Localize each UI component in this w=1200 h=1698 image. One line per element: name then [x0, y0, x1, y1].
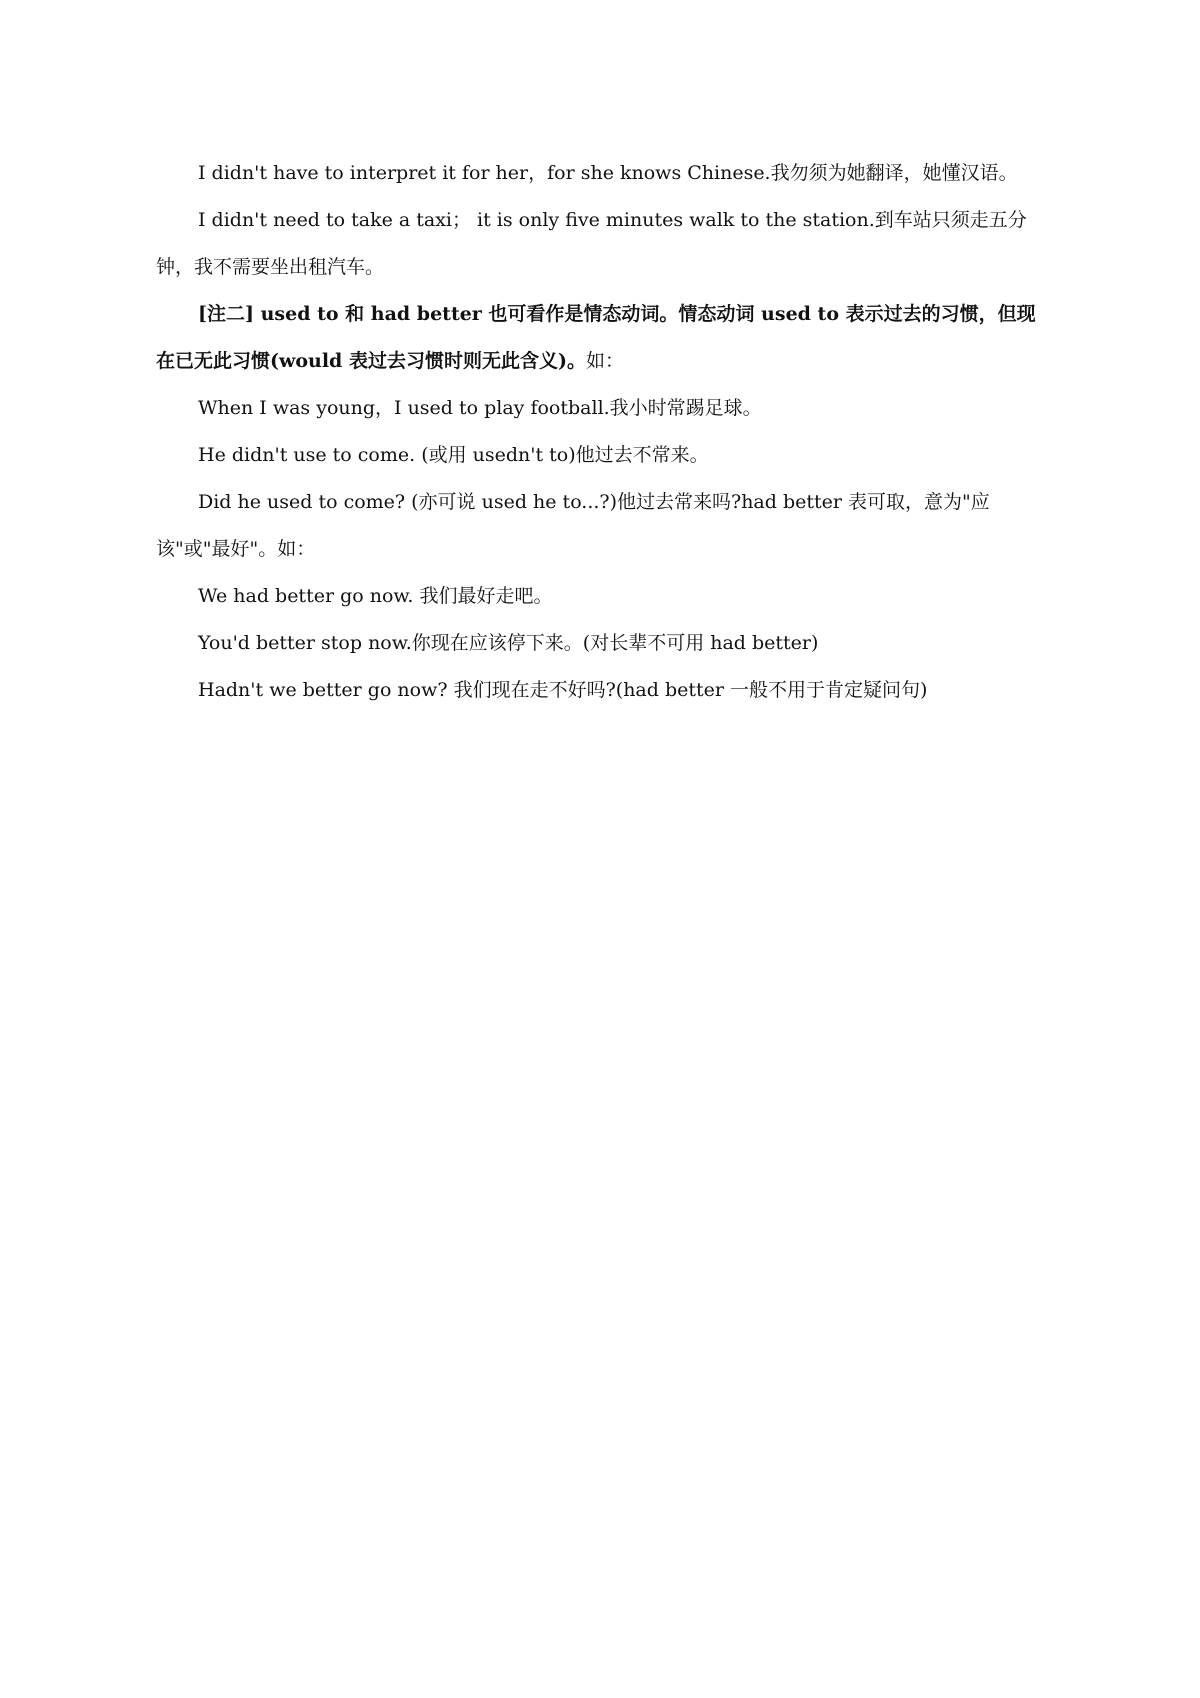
paragraph-note-two [156, 291, 1054, 385]
document-page [156, 150, 1054, 714]
paragraph-example-use-to-come: He didn't use to come. (或用 usedn't to)他过去不常来。 [198, 444, 709, 466]
paragraph-example-go-now: We had better go now. 我们最好走吧。 [198, 585, 553, 607]
paragraph-example-taxi: I didn't need to take a taxi； it is only five minutes walk to the station.到车站只须走五分钟，我不需要坐出租汽车。 [156, 209, 1027, 278]
paragraph-example-interpret: I didn't have to interpret it for her，for she knows Chinese.我勿须为她翻译，她懂汉语。 [198, 162, 1018, 184]
paragraph-example-hadnt: Hadn't we better go now? 我们现在走不好吗?(had better 一般不用于肯定疑问句) [198, 679, 928, 701]
note-two-normal-text: 如： [585, 350, 624, 372]
paragraph-example-stop-now: You'd better stop now.你现在应该停下来。(对长辈不可用 had better) [198, 632, 819, 654]
paragraph-example-question: Did he used to come? (亦可说 used he to...?)他过去常来吗?had better 表可取，意为"应该"或"最好"。如： [156, 491, 990, 560]
note-two-bold-text: [注二] used to 和 had better 也可看作是情态动词。情态动词 used to 表示过去的习惯，但现在已无此习惯(would 表过去习惯时则无此含义)。 [156, 303, 1036, 372]
paragraph-example-football: When I was young，I used to play football.我小时常踢足球。 [198, 397, 762, 419]
